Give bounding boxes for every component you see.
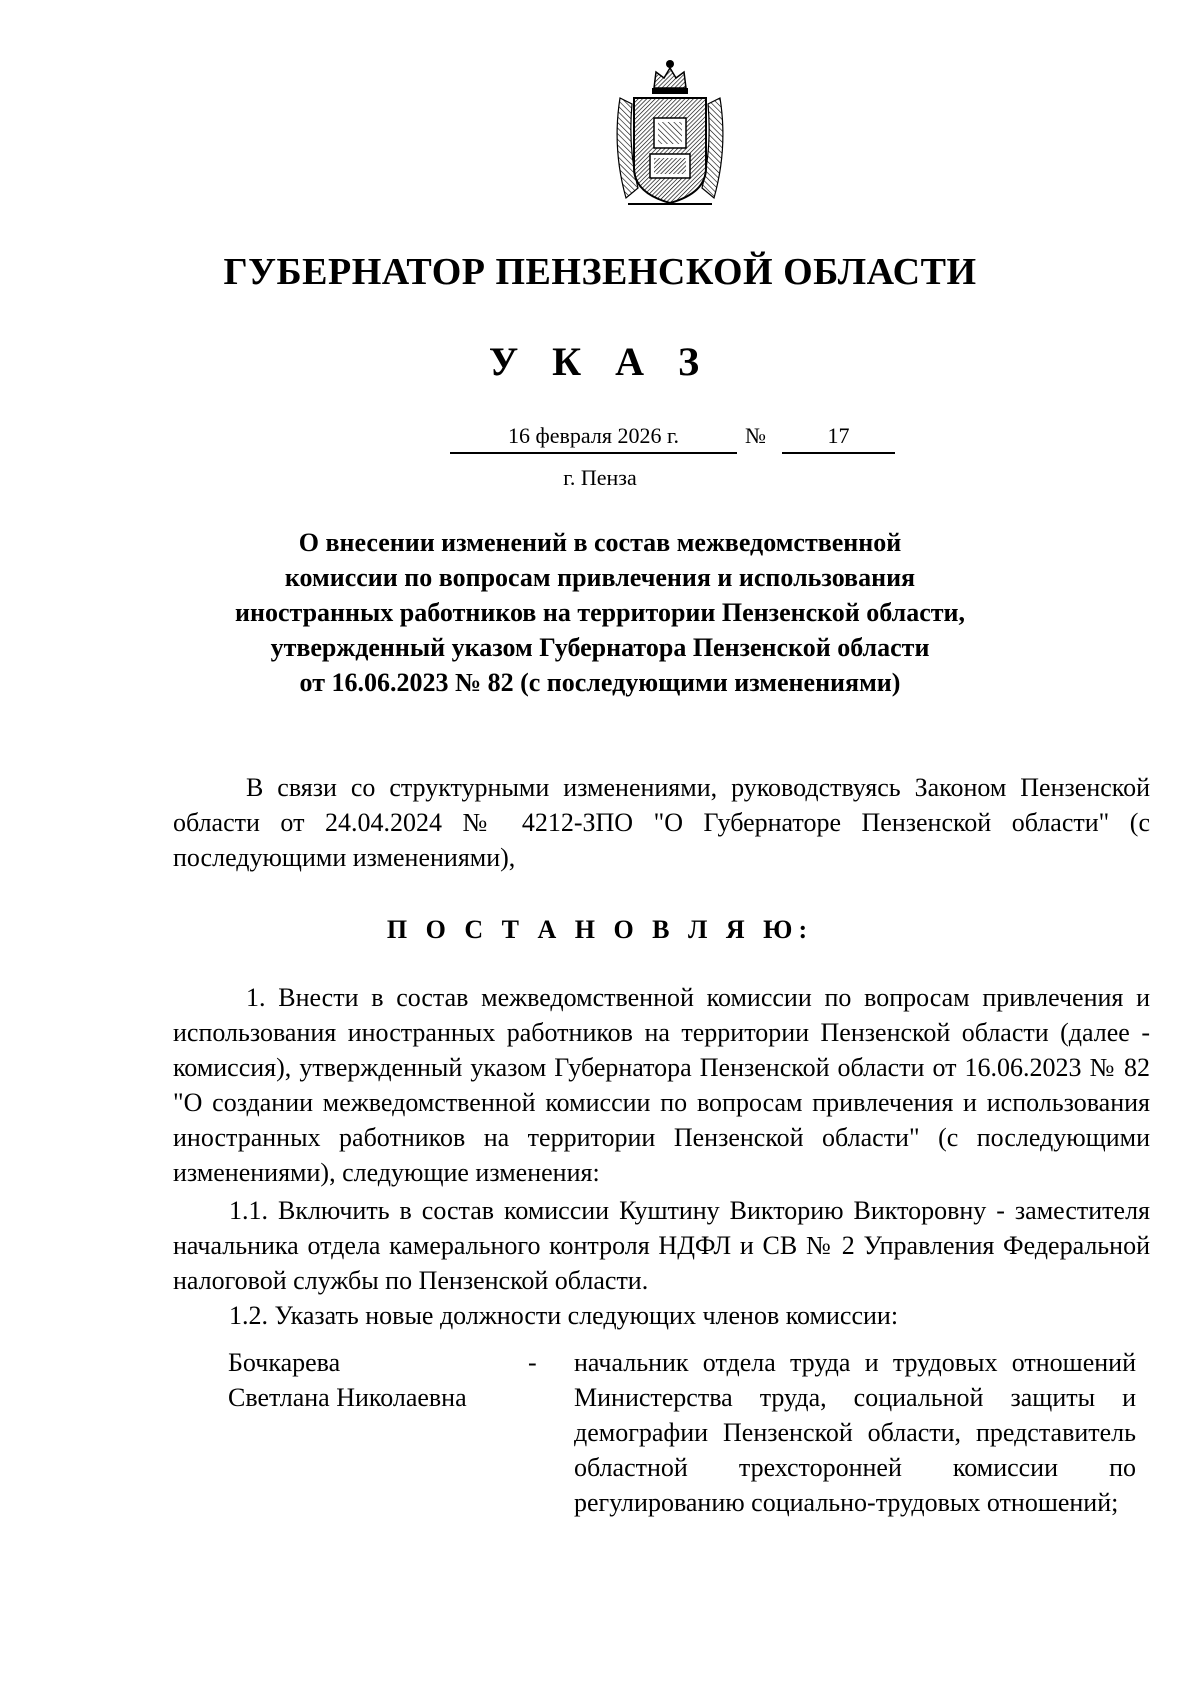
member-given-name: Светлана Николаевна [228, 1383, 467, 1412]
title-line: комиссии по вопросам привлечения и использования [284, 563, 916, 592]
member-surname: Бочкарева [228, 1348, 341, 1377]
date-number-line [0, 420, 1200, 460]
penza-region-coat-of-arms-icon [598, 58, 743, 210]
member-position: начальник отдела труда и трудовых отношений Министерства труда, социальной защиты и демографии Пензенской области, представитель областной трехсторонней комиссии по регулированию социально-трудовых отношений; [574, 1348, 1136, 1517]
resolve-heading: П О С Т А Н О В Л Я Ю: [386, 915, 814, 944]
document-title [200, 525, 1000, 700]
clause-1: 1. Внести в состав межведомственной комиссии по вопросам привлечения и использования иностранных работников на территории Пензенской области (далее - комиссия), утвержденный указом Губернатора Пензенской области от 16.06.2023 № 82 "О создании межведомственной комиссии по вопросам привлечения и использования иностранных работников на территории Пензенской области" (с последующими изменениями), следующие изменения: [173, 983, 1150, 1187]
intro-paragraph: В связи со структурными изменениями, руководствуясь Законом Пензенской области от 24.04.2024 № 4212-ЗПО "О Губернаторе Пензенской области" (с последующими изменениями), [173, 773, 1150, 872]
title-line: от 16.06.2023 № 82 (с последующими изменениями) [299, 668, 901, 697]
document-type: У К А З [488, 339, 712, 384]
document-number: 17 [782, 420, 895, 454]
member-dash: - [528, 1348, 537, 1377]
title-line: О внесении изменений в состав межведомственной [298, 528, 902, 557]
issue-city: г. Пенза [563, 465, 637, 490]
title-line: утвержденный указом Губернатора Пензенской области [270, 633, 930, 662]
clause-1-2: 1.2. Указать новые должности следующих членов комиссии: [229, 1301, 899, 1330]
document-date: 16 февраля 2026 г. [450, 420, 737, 454]
title-line: иностранных работников на территории Пензенской области, [235, 598, 965, 627]
member-name [228, 1345, 528, 1415]
issuing-authority: ГУБЕРНАТОР ПЕНЗЕНСКОЙ ОБЛАСТИ [223, 251, 977, 293]
number-sign: № [745, 423, 766, 448]
clause-1-1: 1.1. Включить в состав комиссии Куштину Викторию Викторовну - заместителя начальника отдела камерального контроля НДФЛ и СВ № 2 Управления Федеральной налоговой службы по Пензенской области. [173, 1196, 1150, 1295]
